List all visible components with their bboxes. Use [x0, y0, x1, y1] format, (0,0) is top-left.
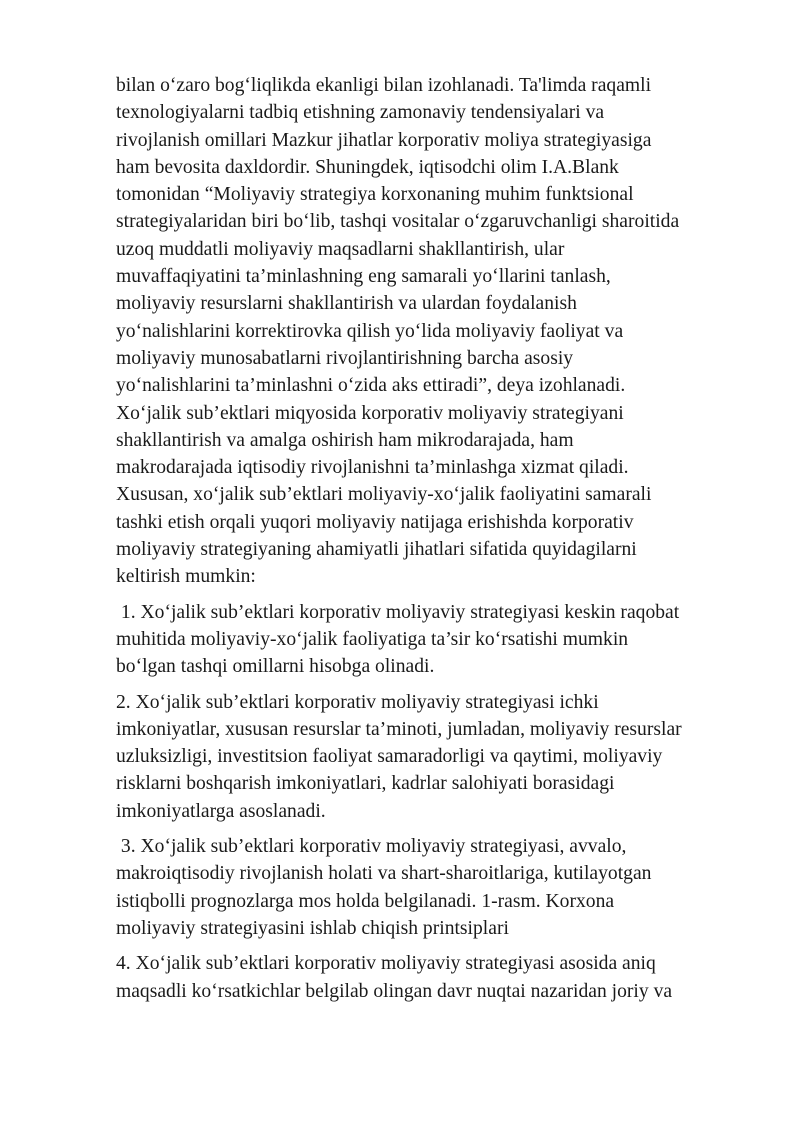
text-line: moliyaviy strategiyaning ahamiyatli jihatlari sifatida quyidagilarni [116, 539, 637, 561]
paragraph [116, 833, 746, 942]
text-line: tashki etish orqali yuqori moliyaviy natijaga erishishda korporativ [116, 511, 634, 533]
text-line: moliyaviy strategiyasini ishlab chiqish printsiplari [116, 917, 509, 939]
text-line: yo‘nalishlarini korrektirovka qilish yo‘lida moliyaviy faoliyat va [116, 320, 624, 342]
text-line: keltirish mumkin: [116, 566, 256, 588]
text-line: 2. Xo‘jalik sub’ektlari korporativ moliyaviy strategiyasi ichki [116, 691, 599, 713]
text-line: uzoq muddatli moliyaviy maqsadlarni shakllantirish, ular [116, 238, 565, 260]
text-line: muvaffaqiyatini ta’minlashning eng samarali yo‘llarini tanlash, [116, 266, 611, 288]
text-line: ham bevosita daxldordir. Shuningdek, iqtisodchi olim I.A.Blank [116, 156, 619, 178]
text-line: moliyaviy munosabatlarni rivojlantirishning barcha asosiy [116, 347, 574, 369]
text-line: istiqbolli prognozlarga mos holda belgilanadi. 1-rasm. Korxona [116, 890, 615, 912]
text-line: makrodarajada iqtisodiy rivojlanishni ta’minlashga xizmat qiladi. [116, 457, 629, 479]
text-line: tomonidan “Moliyaviy strategiya korxonaning muhim funktsional [116, 184, 634, 206]
document-page [116, 72, 746, 1005]
text-line: rivojlanish omillari Mazkur jihatlar korporativ moliya strategiyasiga [116, 129, 652, 151]
paragraph [116, 72, 746, 591]
text-line: bilan o‘zaro bog‘liqlikda ekanligi bilan izohlanadi. Ta'limda raqamli [116, 75, 652, 96]
text-line: imkoniyatlarga asoslanadi. [116, 800, 326, 822]
paragraph [116, 599, 746, 681]
text-line: risklarni boshqarish imkoniyatlari, kadrlar salohiyati borasidagi [116, 773, 615, 795]
text-line: Xo‘jalik sub’ektlari miqyosida korporativ moliyaviy strategiyani [116, 402, 624, 424]
text-line: texnologiyalarni tadbiq etishning zamonaviy tendensiyalari va [116, 102, 605, 124]
paragraph [116, 950, 746, 1005]
text-line: bo‘lgan tashqi omillarni hisobga olinadi. [116, 656, 435, 678]
text-line: imkoniyatlar, xususan resurslar ta’minoti, jumladan, moliyaviy resurslar [116, 718, 682, 740]
text-line: 4. Xo‘jalik sub’ektlari korporativ moliyaviy strategiyasi asosida aniq [116, 953, 656, 975]
text-line: shakllantirish va amalga oshirish ham mikrodarajada, ham [116, 429, 574, 451]
text-line: 1. Xo‘jalik sub’ektlari korporativ moliyaviy strategiyasi keskin raqobat [116, 601, 680, 623]
paragraph [116, 689, 746, 825]
text-line: strategiyalaridan biri bo‘lib, tashqi vositalar o‘zgaruvchanligi sharoitida [116, 211, 680, 233]
text-line: makroiqtisodiy rivojlanish holati va shart-sharoitlariga, kutilayotgan [116, 863, 652, 885]
text-line: Xususan, xo‘jalik sub’ektlari moliyaviy-xo‘jalik faoliyatini samarali [116, 484, 652, 506]
text-line: muhitida moliyaviy-xo‘jalik faoliyatiga ta’sir ko‘rsatishi mumkin [116, 628, 629, 650]
text-line: yo‘nalishlarini ta’minlashni o‘zida aks ettiradi”, deya izohlanadi. [116, 375, 626, 397]
text-line: 3. Xo‘jalik sub’ektlari korporativ moliyaviy strategiyasi, avvalo, [116, 836, 627, 858]
text-line: uzluksizligi, investitsion faoliyat samaradorligi va qaytimi, moliyaviy [116, 746, 663, 768]
text-line: moliyaviy resurslarni shakllantirish va ulardan foydalanish [116, 293, 577, 315]
text-line: maqsadli ko‘rsatkichlar belgilab olingan davr nuqtai nazaridan joriy va [116, 980, 673, 1002]
